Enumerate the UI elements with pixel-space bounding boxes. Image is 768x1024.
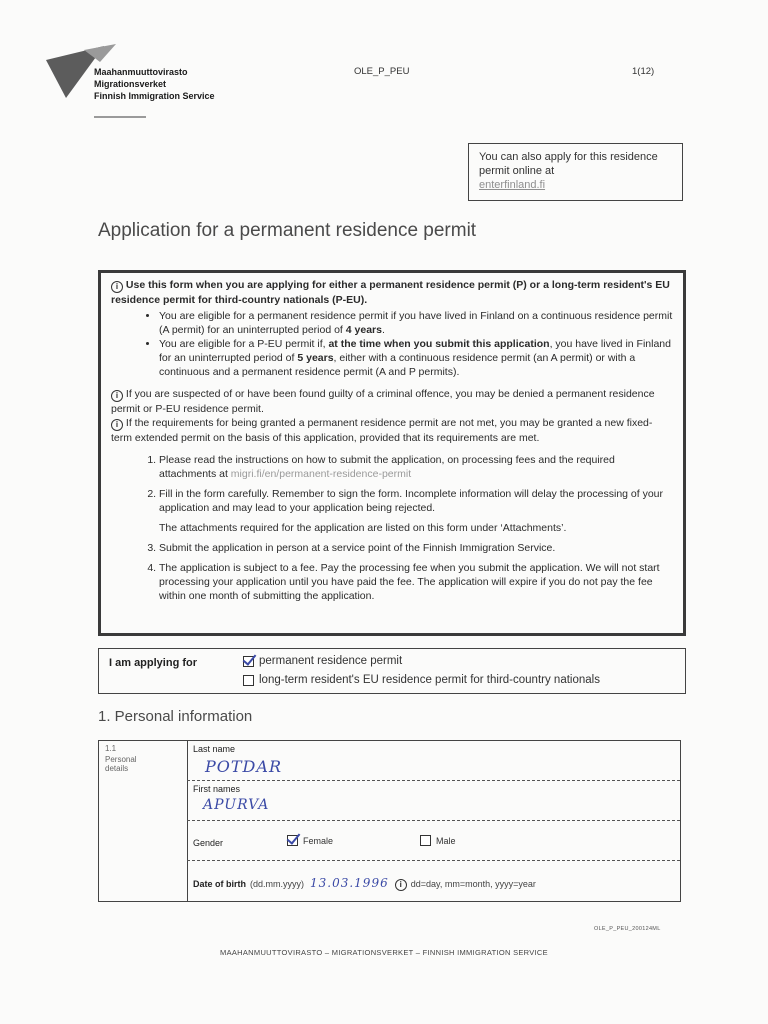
step2-subtext: The attachments required for the application are listed on this form under ‘Attachments’.: [159, 522, 567, 534]
info-icon: i: [111, 281, 123, 293]
list-item: [159, 309, 673, 337]
gender-row: [187, 821, 680, 861]
bullet2-end: , either with a continuous residence permit (an A permit) or with a continuous and a permanent residence permit (A and P permits).: [159, 352, 636, 378]
first-names-row: [187, 781, 680, 821]
option-permanent-label: permanent residence permit: [259, 655, 403, 667]
steps-list: [111, 453, 673, 603]
agency-name: [94, 66, 215, 102]
online-apply-text: You can also apply for this residence permit online at: [479, 151, 658, 177]
dob-label: Date of birth: [193, 879, 246, 889]
page-number: 1(12): [632, 66, 655, 77]
criminal-note-text: If you are suspected of or have been found guilty of a criminal offence, you may be denied a permanent residence permit or P-EU residence permit.: [111, 388, 655, 415]
applying-for-box: [98, 648, 686, 694]
bullet2-bold2: 5 years: [297, 352, 334, 364]
criminal-note: [111, 387, 673, 416]
footer-form-code: OLE_P_PEU_200124ML: [594, 926, 661, 932]
list-item: [159, 541, 673, 555]
checkbox-p-eu[interactable]: [243, 675, 254, 686]
option-p-eu[interactable]: [243, 674, 600, 686]
details-side-label: [105, 755, 137, 773]
online-apply-link[interactable]: enterfinland.fi: [479, 179, 546, 191]
side-label-1: Personal: [105, 755, 137, 764]
field-number: 1.1: [105, 744, 117, 753]
requirements-note-text: If the requirements for being granted a permanent residence permit are not met, you may be granted a new fixed-term extended permit on the basis of this application, provided that its requirements are met.: [111, 417, 653, 444]
gender-female-option[interactable]: [287, 835, 333, 846]
step4-text: The application is subject to a fee. Pay the processing fee when you submit the application. We will not start processing your application until you have paid the fee. The application will expire if you do not pay the fee within one month of submitting the application.: [159, 562, 660, 602]
dob-input[interactable]: 13.03.1996: [310, 876, 389, 890]
option-permanent[interactable]: [243, 655, 402, 667]
gender-label: Gender: [193, 838, 224, 848]
intro-text: Use this form when you are applying for either a permanent residence permit (P) or a long-term resident's EU residence permit for third-country nationals (P-EU).: [111, 279, 670, 306]
gender-male-option[interactable]: [420, 835, 456, 846]
form-code: OLE_P_PEU: [354, 66, 410, 77]
gender-female-label: Female: [303, 835, 334, 846]
checkbox-permanent[interactable]: [243, 656, 254, 667]
last-name-row: [187, 741, 680, 781]
instructions-box: [98, 270, 686, 636]
list-item: [159, 561, 673, 603]
migri-link[interactable]: migri.fi/en/permanent-residence-permit: [230, 468, 412, 480]
first-names-input[interactable]: APURVA: [203, 797, 270, 813]
agency-name-sv: Migrationsverket: [94, 79, 167, 89]
list-item: [159, 453, 673, 481]
first-names-label: First names: [193, 784, 241, 794]
info-icon: i: [111, 419, 123, 431]
instructions-intro: [111, 278, 673, 307]
last-name-input[interactable]: POTDAR: [205, 757, 282, 776]
details-side-cell: [99, 741, 188, 901]
dob-hint: dd=day, mm=month, yyyy=year: [410, 879, 536, 889]
checkbox-female[interactable]: [287, 835, 298, 846]
bullet1-end: .: [381, 324, 385, 336]
list-item: [159, 487, 673, 535]
agency-name-en: Finnish Immigration Service: [94, 91, 215, 101]
last-name-label: Last name: [193, 744, 236, 754]
side-label-2: details: [105, 764, 129, 773]
step2-text: Fill in the form carefully. Remember to sign the form. Incomplete information will delay the processing of your application and may lead to your application being rejected.: [159, 488, 664, 514]
step1-text: Please read the instructions on how to submit the application, on processing fees and the required attachments at: [159, 454, 615, 480]
header-divider: [94, 116, 146, 118]
checkbox-male[interactable]: [420, 835, 431, 846]
bullet2-mid: , you have lived in Finland for an uninterrupted period of: [159, 338, 671, 364]
bullet1-bold: 4 years: [345, 324, 382, 336]
dob-row: [187, 861, 680, 901]
page-title: Application for a permanent residence permit: [98, 220, 477, 241]
eligibility-list: [111, 309, 673, 379]
online-apply-notice: [468, 143, 683, 201]
agency-name-fi: Maahanmuuttovirasto: [94, 67, 188, 77]
bullet2-text: You are eligible for a P-EU permit if,: [159, 338, 329, 350]
personal-details-table: [98, 740, 681, 902]
list-item: [159, 337, 673, 379]
applying-for-label: I am applying for: [109, 657, 198, 669]
bullet1-text: You are eligible for a permanent residence permit if you have lived in Finland on a continuous residence permit (A permit) for an uninterrupted period of: [159, 310, 673, 336]
step3-text: Submit the application in person at a service point of the Finnish Immigration Service.: [159, 542, 556, 554]
section-title: 1. Personal information: [98, 708, 253, 725]
requirements-note: [111, 416, 673, 445]
dob-field: [193, 876, 536, 891]
dob-format: (dd.mm.yyyy): [250, 879, 304, 889]
bullet2-bold: at the time when you submit this application: [328, 338, 550, 350]
info-icon: i: [395, 879, 407, 891]
gender-male-label: Male: [436, 835, 456, 846]
option-p-eu-label: long-term resident's EU residence permit for third-country nationals: [259, 674, 600, 686]
info-icon: i: [111, 390, 123, 402]
page-footer: MAAHANMUUTTOVIRASTO – MIGRATIONSVERKET – FINNISH IMMIGRATION SERVICE: [220, 948, 548, 957]
